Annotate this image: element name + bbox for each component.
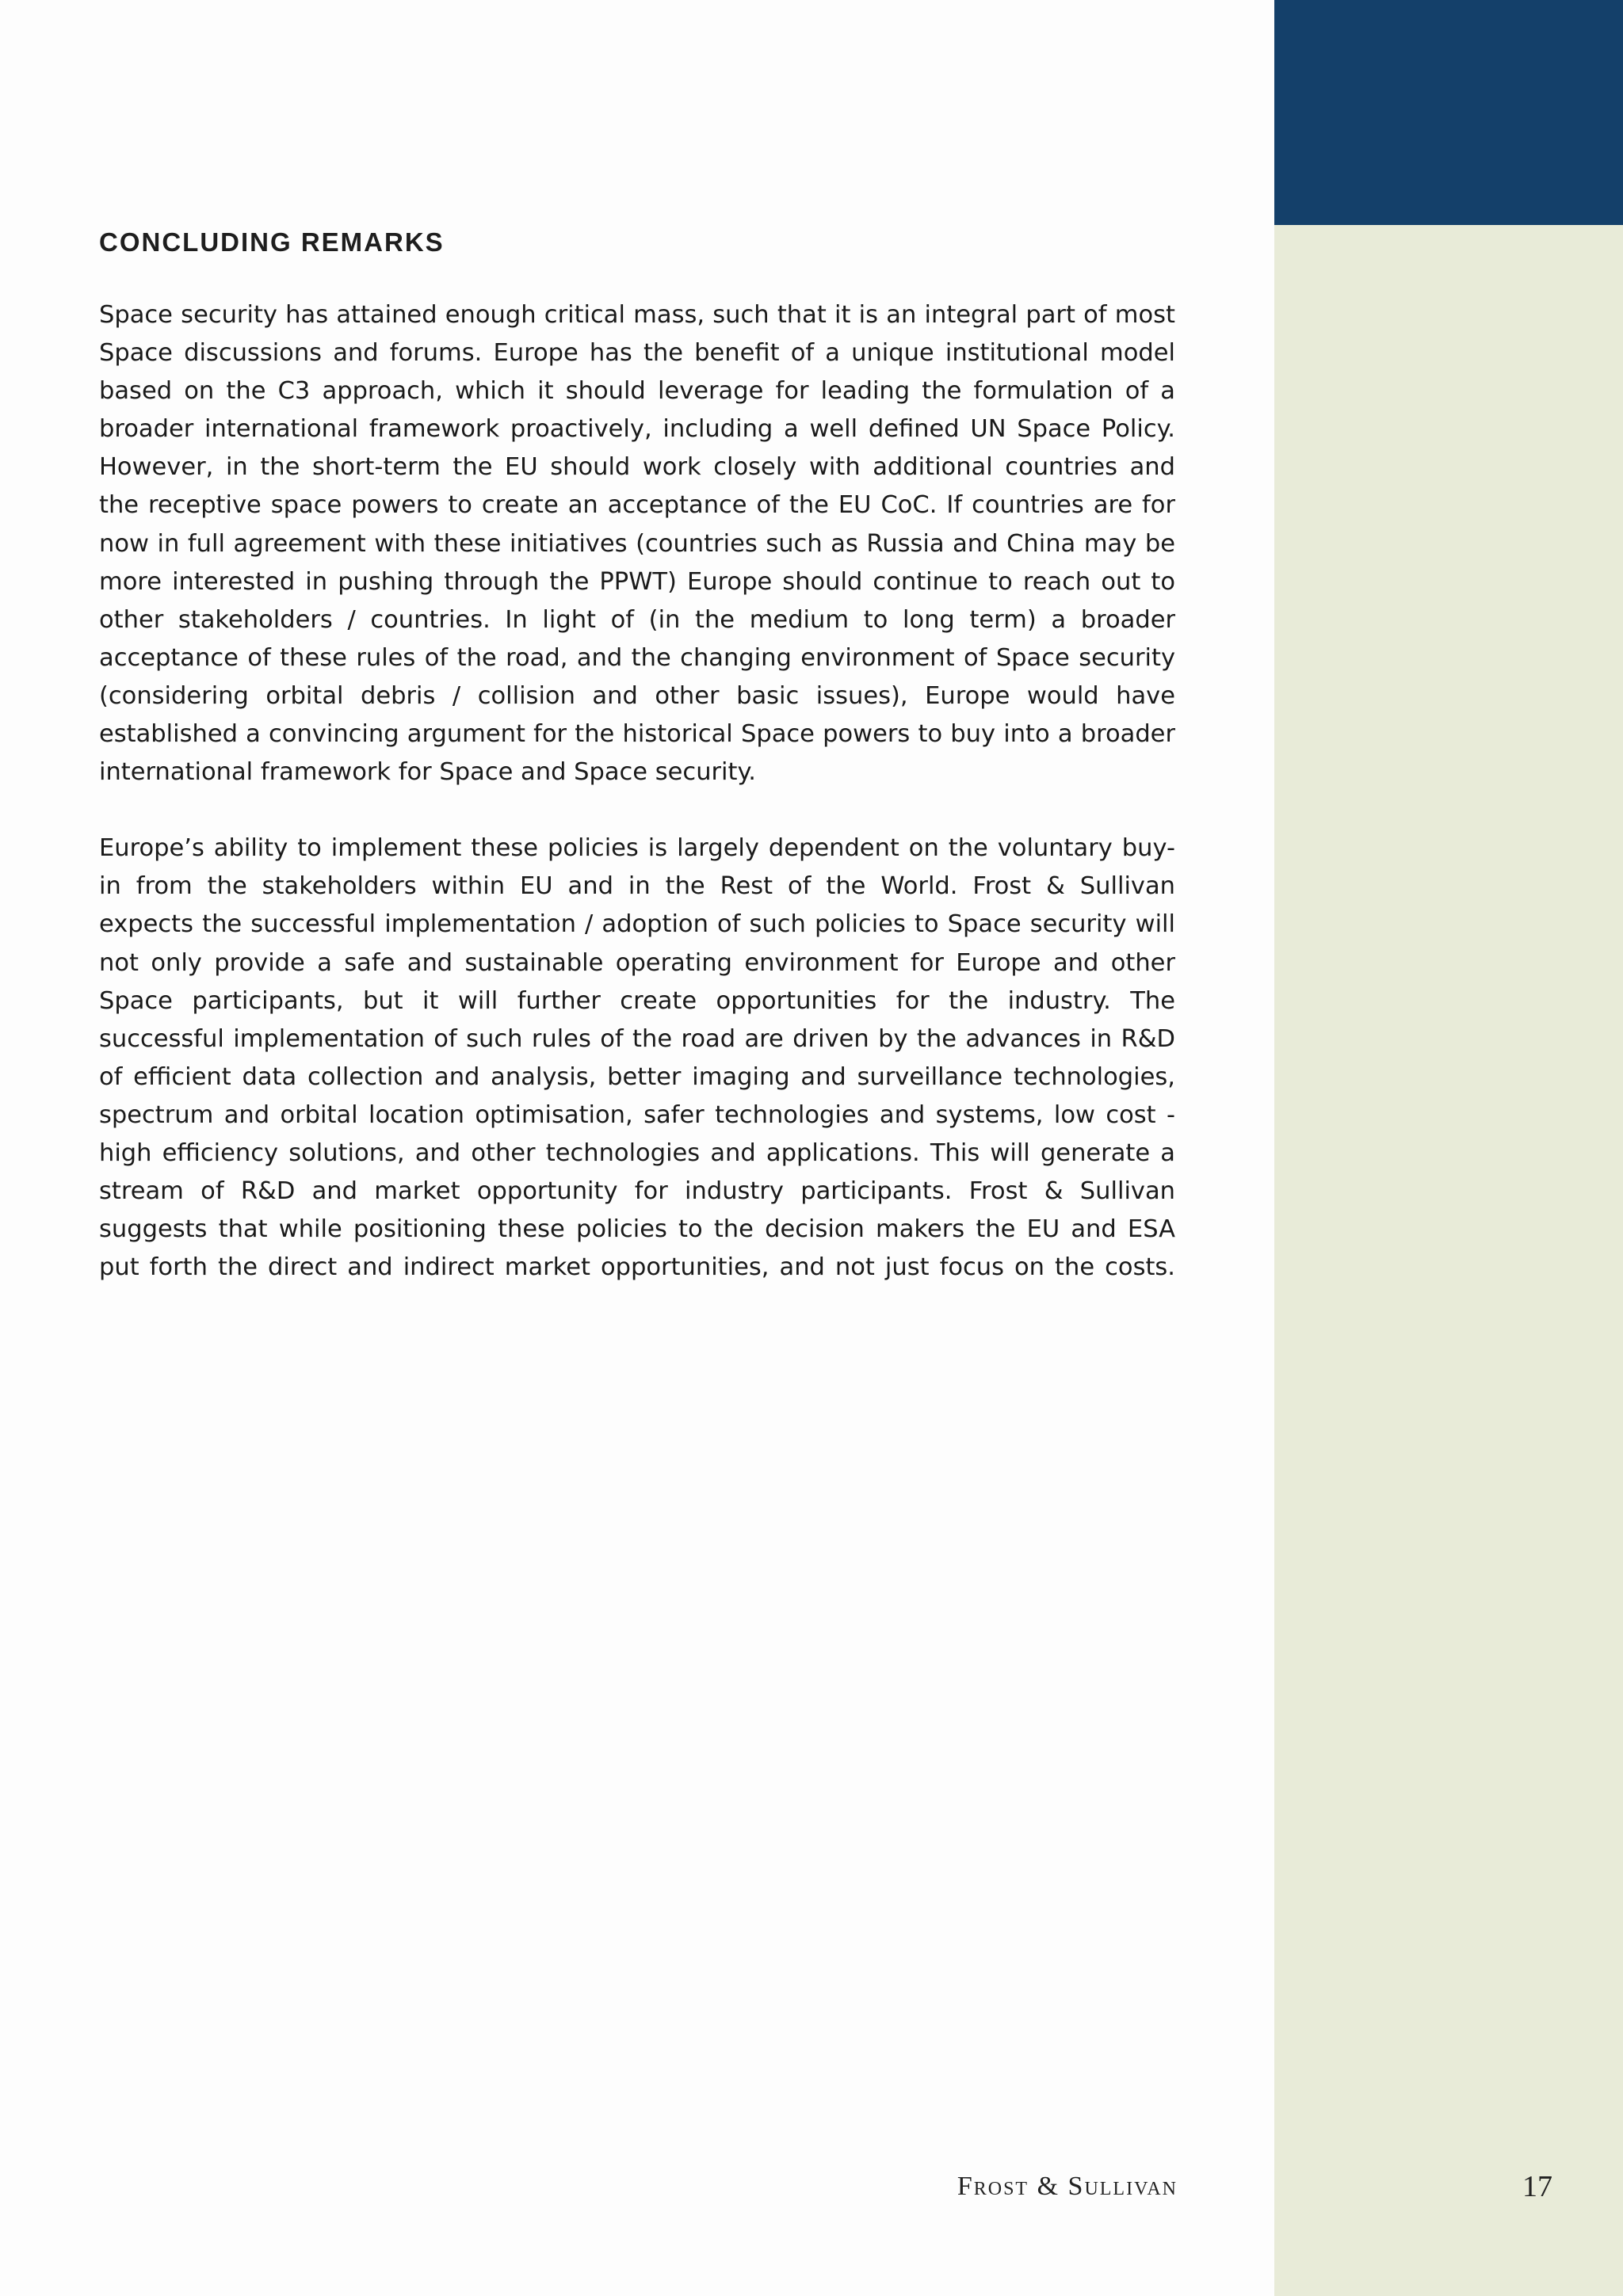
paragraph-line: the receptive space powers to create an acceptance of the EU CoC. If countries are for <box>99 491 1175 520</box>
paragraph-line: established a convincing argument for the historical Space powers to buy into a broader <box>99 720 1175 749</box>
content-area <box>99 223 1175 1287</box>
paragraph-line: However, in the short-term the EU should work closely with additional countries and <box>99 453 1175 482</box>
paragraph-line: spectrum and orbital location optimisation, safer technologies and systems, low cost - <box>99 1100 1175 1129</box>
paragraph-line: other stakeholders / countries. In light of (in the medium to long term) a broader <box>99 605 1175 634</box>
right-sidebar <box>1274 0 1623 2296</box>
paragraph-line: international framework for Space and Space security. <box>99 758 756 787</box>
paragraph-line: based on the C3 approach, which it should leverage for leading the formulation of a <box>99 377 1175 406</box>
paragraph-line: expects the successful implementation / adoption of such policies to Space security will <box>99 910 1175 939</box>
paragraph-line: (considering orbital debris / collision and other basic issues), Europe would have <box>99 681 1175 710</box>
paragraph-line: stream of R&D and market opportunity for industry participants. Frost & Sullivan <box>99 1177 1175 1206</box>
paragraph-line: Europe’s ability to implement these policies is largely dependent on the voluntary buy- <box>99 834 1175 863</box>
footer-brand: Frost & Sullivan <box>957 2172 1178 2201</box>
paragraph-line: broader international framework proactively, including a well defined UN Space Policy. <box>99 415 1175 444</box>
section-heading: CONCLUDING REMARKS <box>99 227 445 257</box>
paragraph-line: of efficient data collection and analysis, better imaging and surveillance technologies, <box>99 1062 1175 1091</box>
paragraph-line: acceptance of these rules of the road, and the changing environment of Space security <box>99 643 1175 672</box>
paragraph-line: not only provide a safe and sustainable operating environment for Europe and other <box>99 948 1175 977</box>
paragraph-line: high efficiency solutions, and other technologies and applications. This will generate a <box>99 1138 1175 1167</box>
paragraph-line: suggests that while positioning these policies to the decision makers the EU and ESA <box>99 1215 1175 1244</box>
paragraph-line: successful implementation of such rules of the road are driven by the advances in R&D <box>99 1024 1175 1053</box>
sidebar-header-block <box>1274 0 1623 225</box>
paragraph-line: Space discussions and forums. Europe has the benefit of a unique institutional model <box>99 339 1175 368</box>
paragraph-line: Space security has attained enough critical mass, such that it is an integral part of most <box>99 301 1175 329</box>
page-number: 17 <box>1522 2170 1552 2203</box>
paragraph-line: put forth the direct and indirect market opportunities, and not just focus on the costs. <box>99 1253 1175 1282</box>
paragraph-line: now in full agreement with these initiatives (countries such as Russia and China may be <box>99 529 1175 558</box>
paragraph-1 <box>99 296 1175 791</box>
paragraph-line: Space participants, but it will further create opportunities for the industry. The <box>99 986 1175 1015</box>
paragraph-line: more interested in pushing through the PPWT) Europe should continue to reach out to <box>99 567 1175 596</box>
paragraph-2 <box>99 830 1175 1287</box>
paragraph-line: in from the stakeholders within EU and in the Rest of the World. Frost & Sullivan <box>99 872 1175 901</box>
